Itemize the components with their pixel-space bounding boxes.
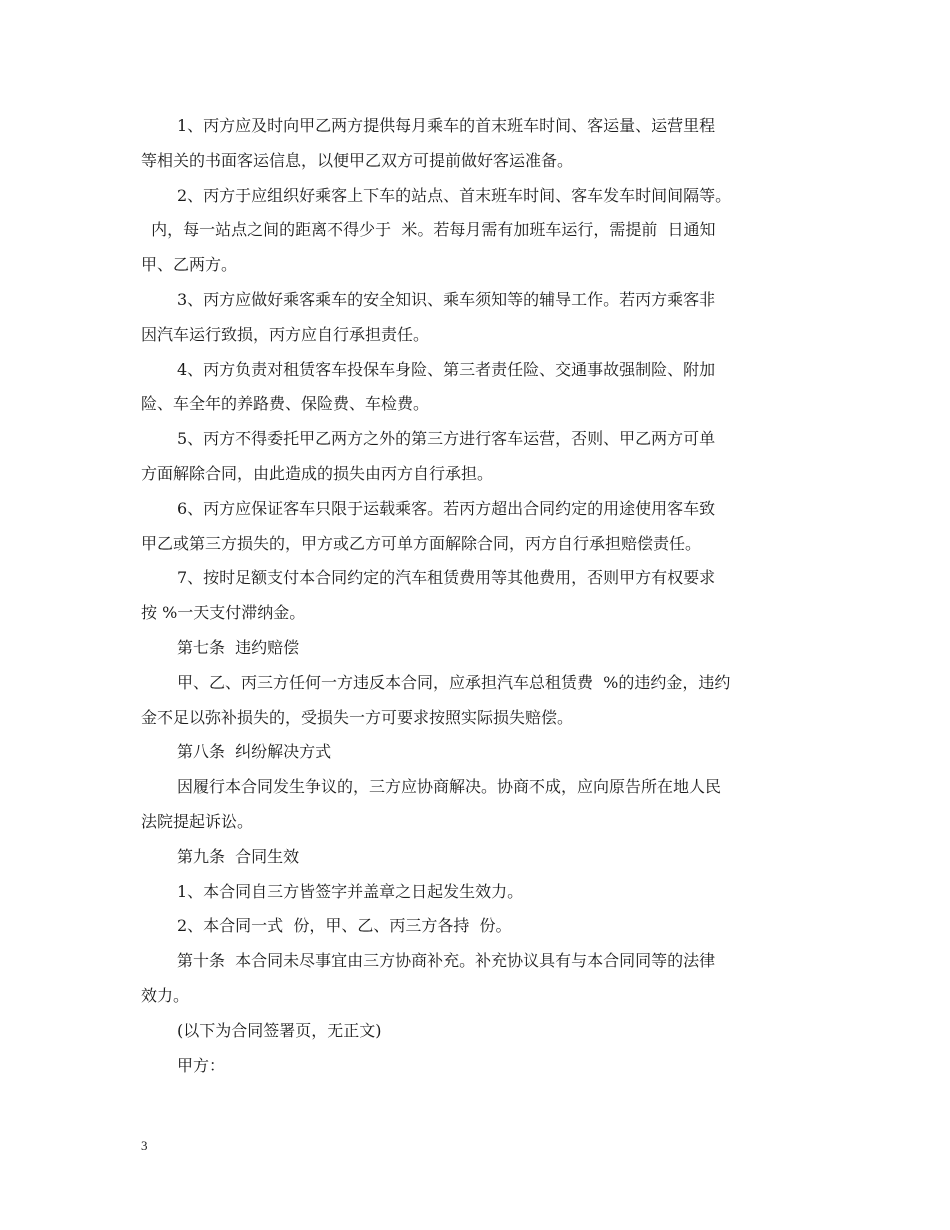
signature-note: (以下为合同签署页，无正文) [177,1020,382,1040]
clause-line: 1、丙方应及时向甲乙两方提供每月乘车的首末班车时间、客运量、运营里程 [177,116,716,135]
clause-line: 甲乙或第三方损失的，甲方或乙方可单方面解除合同，丙方自行承担赔偿责任。 [141,533,702,553]
clause-line: 7、按时足额支付本合同约定的汽车租赁费用等其他费用，否则甲方有权要求 [177,568,716,588]
clause-line: 因履行本合同发生争议的，三方应协商解决。协商不成，应向原告所在地人民 [177,777,722,797]
clause-line: 甲、乙、丙三方任何一方违反本合同，应承担汽车总租赁费 %的违约金，违约 [177,672,731,692]
clause-line: 1、本合同自三方皆签字并盖章之日起发生效力。 [177,881,524,901]
clause-line: 法院提起诉讼。 [141,811,254,831]
clause-line: 2、丙方于应组织好乘客上下车的站点、首末班车时间、客车发车时间间隔等。 [177,185,732,205]
party-a-signature-label: 甲方： [177,1055,226,1075]
contract-body [141,113,813,1087]
clause-line: 5、丙方不得委托甲乙两方之外的第三方进行客车运营，否则、甲乙两方可单 [177,429,716,449]
page-number: 3 [141,1138,148,1153]
section-heading: 第八条 纠纷解决方式 [177,742,332,762]
clause-line: 方面解除合同，由此造成的损失由丙方自行承担。 [141,463,494,483]
clause-line: 甲、乙两方。 [141,255,238,275]
clause-line: 2、本合同一式 份，甲、乙、丙三方各持 份。 [177,916,512,936]
clause-line: 内，每一站点之间的距离不得少于 米。若每月需有加班车运行，需提前 日通知 [141,220,716,240]
section-heading: 第九条 合同生效 [177,846,300,866]
clause-line: 险、车全年的养路费、保险费、车检费。 [141,394,430,414]
clause-line: 等相关的书面客运信息，以便甲乙双方可提前做好客运准备。 [141,150,574,170]
clause-line: 因汽车运行致损，丙方应自行承担责任。 [141,324,430,344]
clause-line: 按 %一天支付滞纳金。 [141,603,306,623]
clause-line: 效力。 [141,985,190,1005]
clause-line: 6、丙方应保证客车只限于运载乘客。若丙方超出合同约定的用途使用客车致 [177,498,716,518]
section-heading: 第十条 本合同未尽事宜由三方协商补充。补充协议具有与本合同同等的法律 [177,951,716,971]
clause-line: 4、丙方负责对租赁客车投保车身险、第三者责任险、交通事故强制险、附加 [177,359,716,379]
clause-line: 金不足以弥补损失的，受损失一方可要求按照实际损失赔偿。 [141,707,574,727]
section-heading: 第七条 违约赔偿 [177,637,300,657]
clause-line: 3、丙方应做好乘客乘车的安全知识、乘车须知等的辅导工作。若丙方乘客非 [177,289,716,309]
